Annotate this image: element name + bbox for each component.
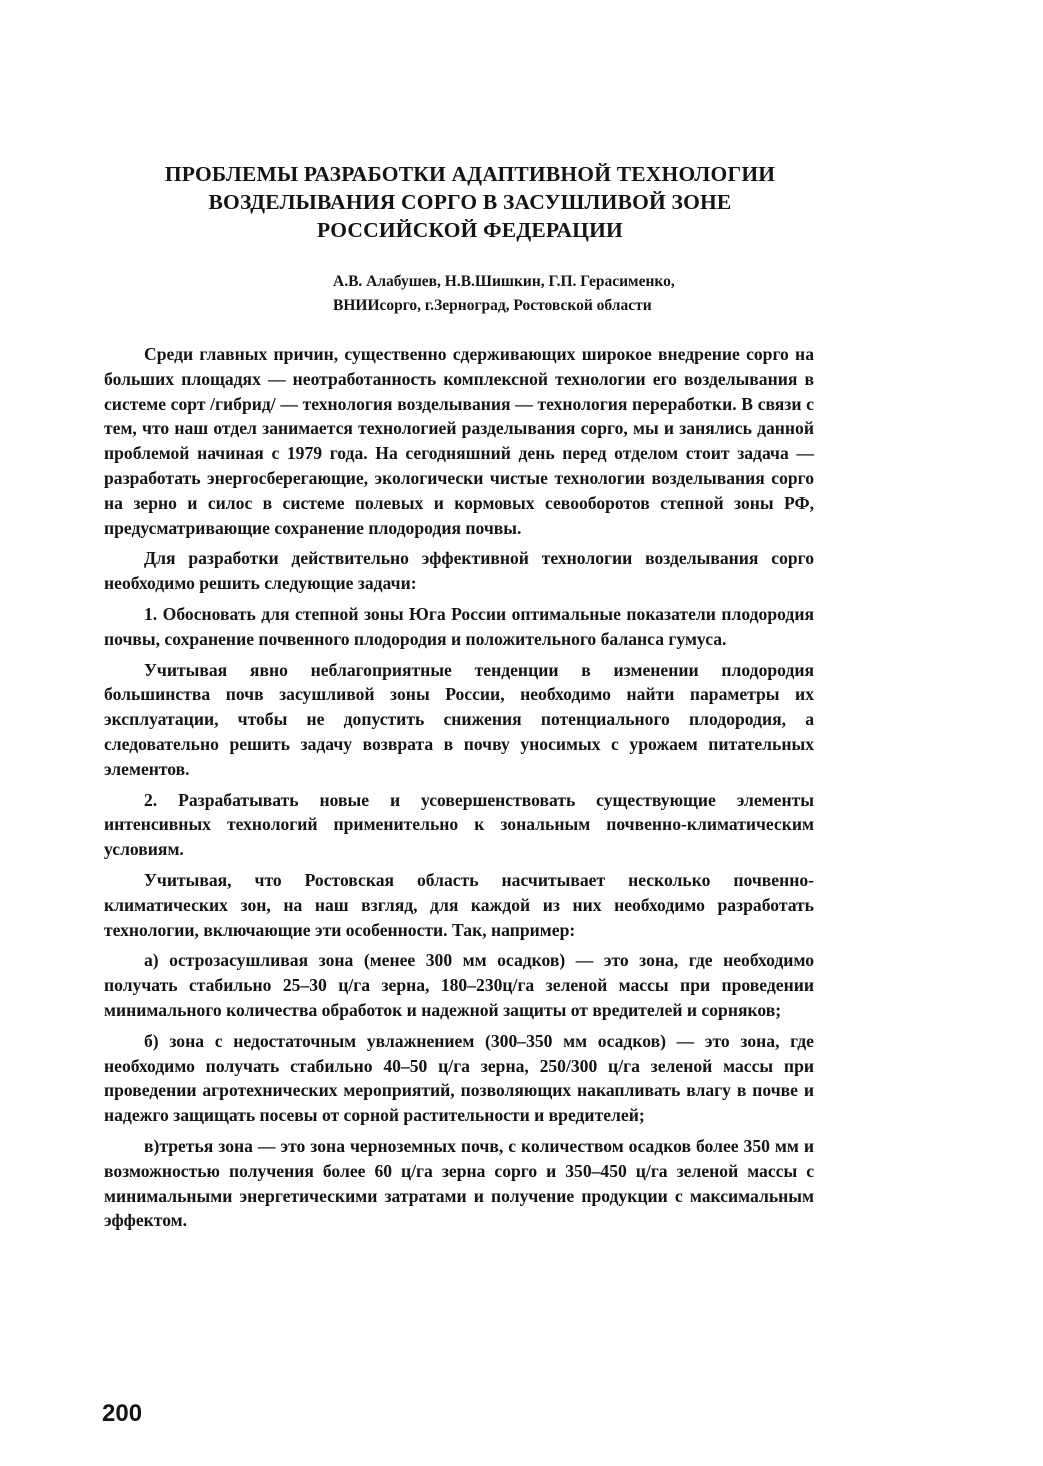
title-line: ПРОБЛЕМЫ РАЗРАБОТКИ АДАПТИВНОЙ ТЕХНОЛОГИИ bbox=[164, 162, 776, 186]
article-body bbox=[104, 342, 814, 1239]
body-paragraph: 2. Разрабатывать новые и усовершенствовать существующие элементы интенсивных технологий применительно к зональным почвенно-климатическим условиям. bbox=[104, 789, 814, 860]
body-paragraph: 1. Обосновать для степной зоны Юга России оптимальные показатели плодородия почвы, сохранение почвенного плодородия и положительного баланса гумуса. bbox=[104, 603, 814, 649]
authors-line: А.В. Алабушев, Н.В.Шишкин, Г.П. Герасименко, bbox=[333, 273, 675, 290]
body-paragraph: Среди главных причин, существенно сдерживающих широкое внедрение сорго на больших площадях — неотработанность комплексной технологии его возделывания в системе сорт /гибрид/ — технология возделывания — технология переработки. В связи с тем, что наш отдел занимается технологией разделывания сорго, мы и занялись данной проблемой начиная с 1979 года. На сегодняшний день перед отделом стоит задача — разработать энергосберегающие, экологически чистые технологии возделывания сорго на зерно и силос в системе полевых и кормовых севооборотов степной зоны РФ, предусматривающие сохранение плодородия почвы. bbox=[104, 344, 814, 538]
body-paragraph: Учитывая, что Ростовская область насчитывает несколько почвенно-климатических зон, на наш взгляд, для каждой из них необходимо разработать технологии, включающие эти особенности. Так, например: bbox=[104, 869, 814, 940]
body-paragraph: в)третья зона — это зона черноземных почв, с количеством осадков более 350 мм и возможностью получения более 60 ц/га зерна сорго и 350–450 ц/га зеленой массы с минимальными энергетическими затратами и получение продукции с максимальным эффектом. bbox=[104, 1135, 814, 1231]
author-block bbox=[333, 270, 813, 318]
title-line: ВОЗДЕЛЫВАНИЯ СОРГО В ЗАСУШЛИВОЙ ЗОНЕ bbox=[208, 190, 732, 214]
body-paragraph: Для разработки действительно эффективной технологии возделывания сорго необходимо решить следующие задачи: bbox=[104, 548, 814, 594]
article-title bbox=[110, 160, 830, 244]
title-line: РОССИЙСКОЙ ФЕДЕРАЦИИ bbox=[317, 218, 623, 242]
affiliation-line: ВНИИсорго, г.Зерноград, Ростовской области bbox=[333, 297, 652, 314]
body-paragraph: а) острозасушливая зона (менее 300 мм осадков) — это зона, где необходимо получать стабильно 25–30 ц/га зерна, 180–230ц/га зеленой массы при проведении минимального количества обработок и надежной защиты от вредителей и сорняков; bbox=[104, 950, 814, 1020]
body-paragraph: б) зона с недостаточным увлажнением (300–350 мм осадков) — это зона, где необходимо получать стабильно 40–50 ц/га зерна, 250/300 ц/га зеленой массы при проведении агротехнических мероприятий, позволяющих накапливать влагу в почве и надежго защищать посевы от сорной растительности и вредителей; bbox=[104, 1030, 814, 1126]
body-paragraph: Учитывая явно неблагоприятные тенденции в изменении плодородия большинства почв засушливой зоны России, необходимо найти параметры их эксплуатации, чтобы не допустить снижения потенциального плодородия, а следовательно решить задачу возврата в почву уносимых с урожаем питательных элементов. bbox=[104, 659, 814, 779]
page-number: 200 bbox=[102, 1400, 143, 1427]
